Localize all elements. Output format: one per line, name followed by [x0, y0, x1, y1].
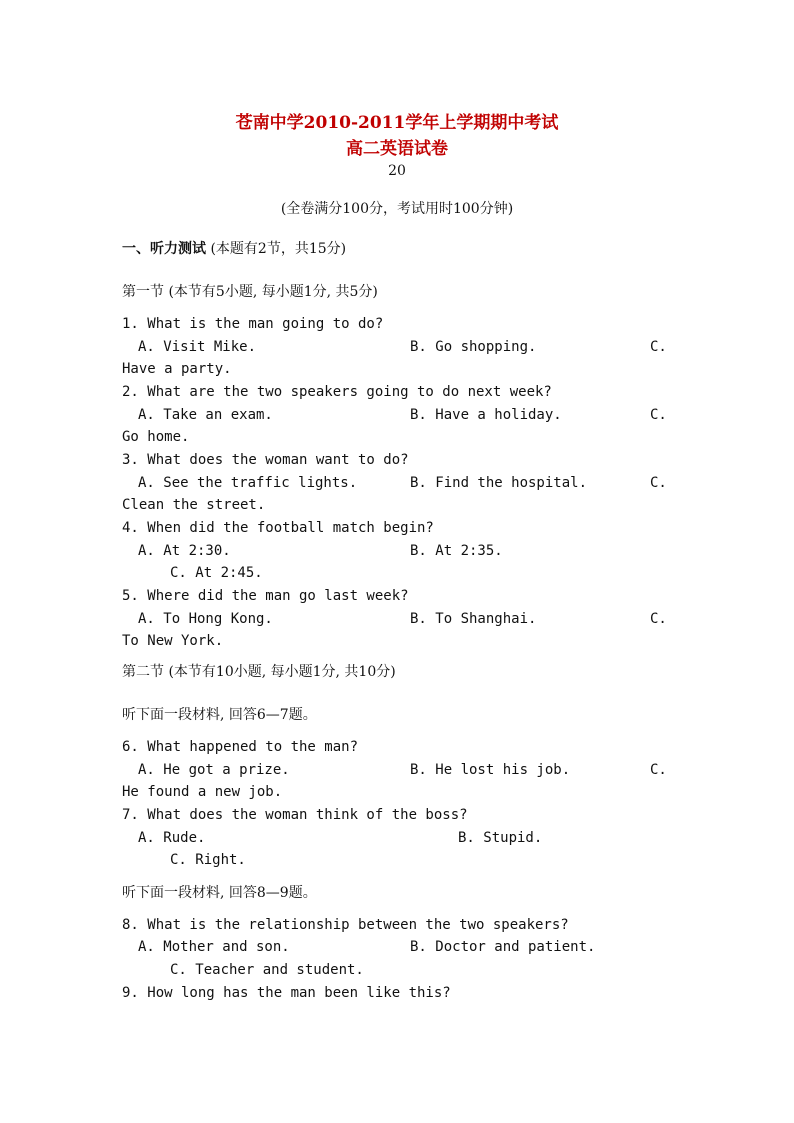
exam-title: 苍南中学2010-2011学年上学期期中考试	[235, 113, 559, 133]
question-7: 7. What does the woman think of the boss?	[122, 807, 468, 823]
part1-heading-note: (本题有2节，共15分)	[210, 241, 347, 257]
option-b: B. He lost his job.	[410, 762, 571, 778]
exam-subtitle: 高二英语试卷	[346, 139, 448, 159]
listen-instruction-1: 听下面一段材料, 回答6—7题。	[122, 707, 317, 723]
option-a: A. Visit Mike.	[138, 339, 257, 355]
part1-heading: 一、听力测试	[122, 241, 206, 257]
option-a: A. Mother and son.	[138, 939, 290, 955]
question-2: 2. What are the two speakers going to do next week?	[122, 384, 552, 400]
option-a: A. Take an exam.	[138, 407, 273, 423]
option-c: C.	[650, 762, 667, 778]
option-c-text: He found a new job.	[122, 784, 283, 800]
option-a: A. Rude.	[138, 830, 206, 846]
question-5: 5. Where did the man go last week?	[122, 588, 409, 604]
exam-info: (全卷满分100分，考试用时100分钟)	[280, 201, 514, 217]
option-c: C.	[650, 611, 667, 627]
question-9: 9. How long has the man been like this?	[122, 985, 451, 1001]
option-c-text: Go home.	[122, 429, 190, 445]
option-c: C. Right.	[170, 852, 246, 868]
question-8: 8. What is the relationship between the two speakers?	[122, 917, 569, 933]
listen-instruction-2: 听下面一段材料, 回答8—9题。	[122, 885, 317, 901]
option-c-text: To New York.	[122, 633, 224, 649]
section1-heading: 第一节 (本节有5小题, 每小题1分, 共5分)	[122, 284, 378, 300]
option-b: B. Stupid.	[458, 830, 543, 846]
option-a: A. At 2:30.	[138, 543, 231, 559]
option-c-text: Clean the street.	[122, 497, 266, 513]
option-b: B. Go shopping.	[410, 339, 537, 355]
part1-heading-line	[122, 238, 346, 258]
option-b: B. Have a holiday.	[410, 407, 562, 423]
option-b: B. Find the hospital.	[410, 475, 588, 491]
question-3: 3. What does the woman want to do?	[122, 452, 409, 468]
option-c: C. At 2:45.	[170, 565, 263, 581]
page-number: 20	[388, 163, 406, 179]
option-a: A. He got a prize.	[138, 762, 290, 778]
question-6: 6. What happened to the man?	[122, 739, 359, 755]
option-c-text: Have a party.	[122, 361, 232, 377]
option-c: C.	[650, 339, 667, 355]
option-b: B. To Shanghai.	[410, 611, 537, 627]
option-c: C. Teacher and student.	[170, 962, 364, 978]
option-c: C.	[650, 407, 667, 423]
option-b: B. At 2:35.	[410, 543, 503, 559]
option-a: A. See the traffic lights.	[138, 475, 358, 491]
question-4: 4. When did the football match begin?	[122, 520, 434, 536]
option-b: B. Doctor and patient.	[410, 939, 596, 955]
option-a: A. To Hong Kong.	[138, 611, 273, 627]
question-1: 1. What is the man going to do?	[122, 316, 384, 332]
option-c: C.	[650, 475, 667, 491]
section2-heading: 第二节 (本节有10小题, 每小题1分, 共10分)	[122, 664, 396, 680]
